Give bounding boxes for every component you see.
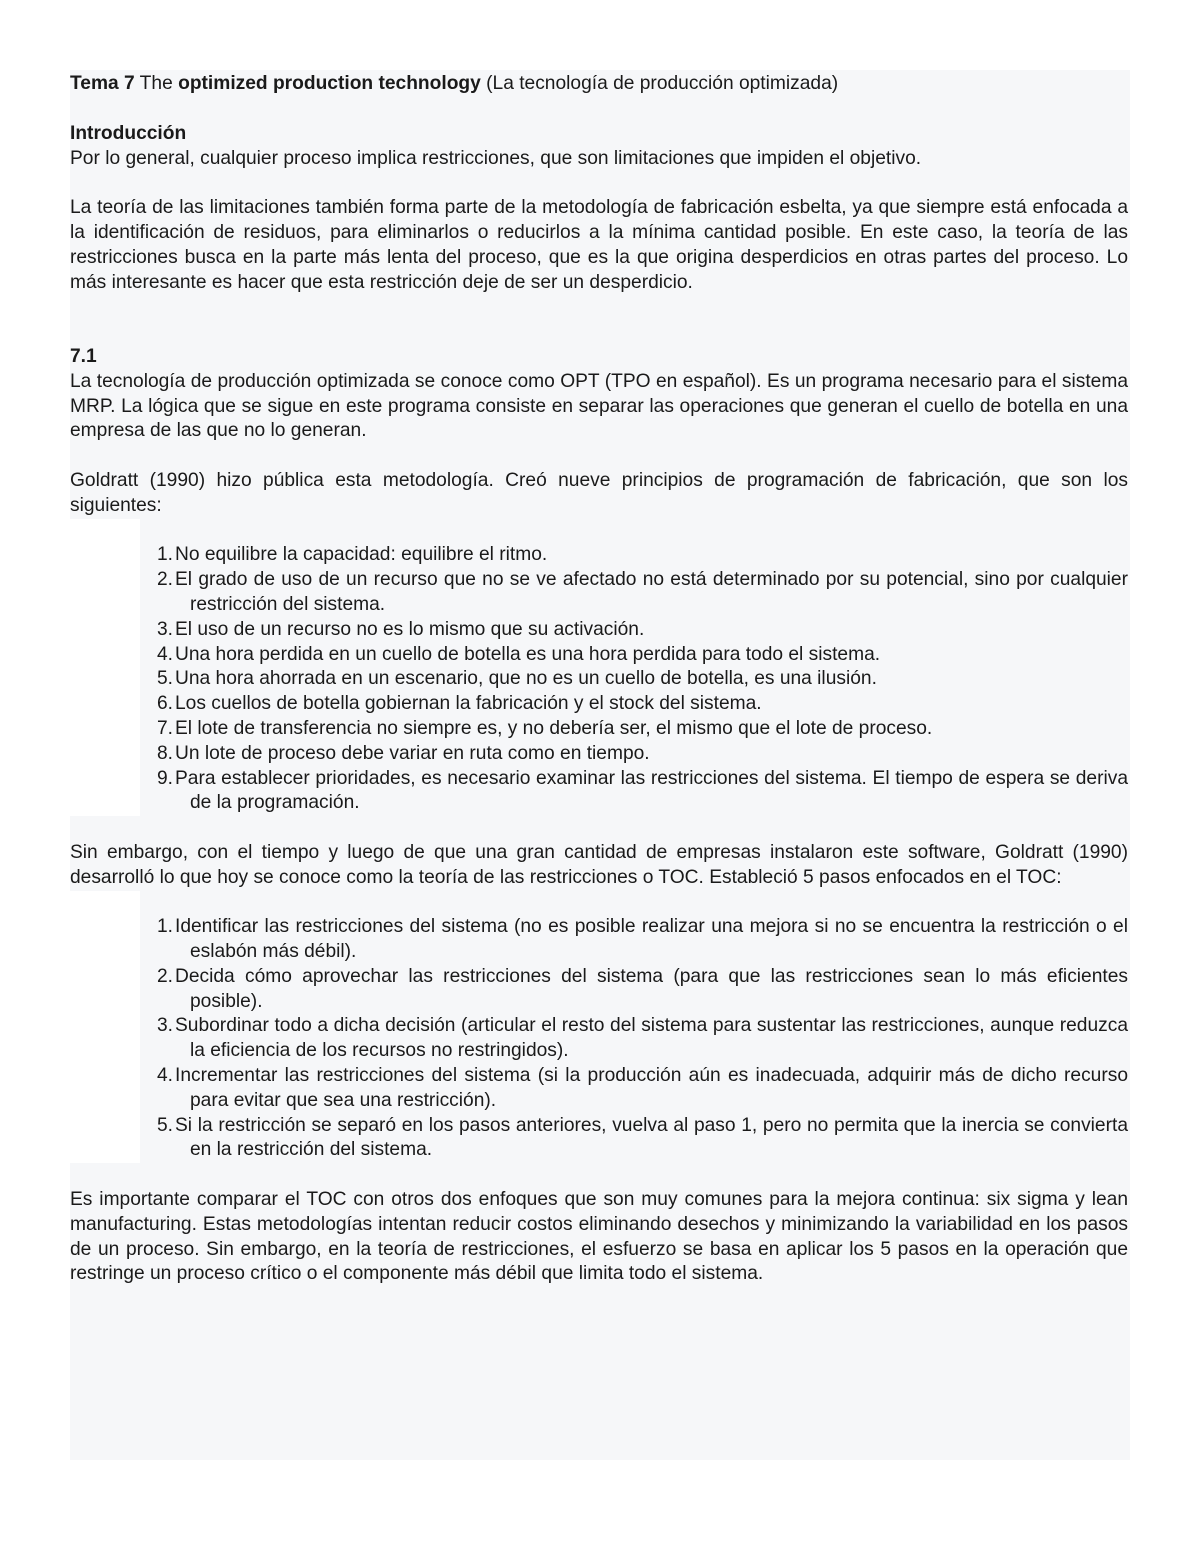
section-paragraph-1: La tecnología de producción optimizada se conoce como OPT (TPO en español). Es un programa necesario para el sistema MRP. La lógica que se sigue en este programa consiste en separar las operaciones que generan el cuello de botella en una empresa de las que no lo generan.: [70, 370, 1128, 442]
list-number: 5.: [156, 668, 173, 690]
list-text: Incrementar las restricciones del sistema (si la producción aún es inadecuada, adquirir más de dicho recurso para evitar que sea una restricción).: [175, 1065, 1128, 1111]
list-text: Subordinar todo a dicha decisión (articular el resto del sistema para sustentar las restricciones, aunque reduzca la eficiencia de los recursos no restringidos).: [175, 1015, 1128, 1062]
list-item: [140, 568, 1128, 618]
list-item: [140, 717, 1128, 742]
list-item: [140, 1014, 1128, 1064]
list-number: 5.: [156, 1114, 173, 1136]
list-number: 2.: [156, 965, 173, 987]
title-name: optimized production technology: [178, 73, 481, 94]
list-number: 4.: [156, 1065, 173, 1087]
list-number: 3.: [156, 618, 173, 640]
list-number: 3.: [156, 1015, 173, 1037]
list-text: El grado de uso de un recurso que no se ve afectado no está determinado por su potencial, sino por cualquier restricción del sistema.: [175, 569, 1128, 615]
list-text: No equilibre la capacidad: equilibre el ritmo.: [175, 544, 548, 566]
list-number: 2.: [156, 569, 173, 591]
list-number: 6.: [156, 693, 173, 715]
title-the: The: [134, 73, 179, 94]
toc-steps-list: [70, 915, 1128, 1163]
principles-list: [70, 543, 1128, 816]
document-body: [70, 72, 1128, 1287]
list-number: 8.: [156, 742, 173, 764]
list-item: [140, 643, 1128, 668]
intro-paragraph-1: Por lo general, cualquier proceso implica restricciones, que son limitaciones que impiden el objetivo.: [70, 147, 922, 169]
list-text: Identificar las restricciones del sistema (no es posible realizar una mejora si no se encuentra la restricción o el eslabón más débil).: [175, 916, 1128, 963]
intro-paragraph-2: La teoría de las limitaciones también forma parte de la metodología de fabricación esbelta, ya que siempre está enfocada a la identificación de residuos, para eliminarlos o reducirlos a la mínima cantidad posible. En este caso, la teoría de las restricciones busca en la parte más lenta del proceso, que es la que origina desperdicios en otras partes del proceso. Lo más interesante es hacer que esta restricción deje de ser un desperdicio.: [70, 197, 1128, 293]
list-text: Una hora perdida en un cuello de botella es una hora perdida para todo el sistema.: [175, 643, 881, 665]
list-item: [140, 1064, 1128, 1114]
list-number: 9.: [156, 767, 173, 789]
list-text: Un lote de proceso debe variar en ruta como en tiempo.: [175, 742, 650, 764]
list-number: 7.: [156, 717, 173, 739]
title-tema: Tema 7: [70, 73, 135, 94]
list-item: [140, 692, 1128, 717]
list-number: 4.: [156, 643, 173, 665]
section-heading-7-1: 7.1: [70, 345, 97, 367]
list-text: El uso de un recurso no es lo mismo que su activación.: [175, 618, 645, 640]
document-title: [70, 72, 1128, 97]
list-item: [140, 618, 1128, 643]
list-text: Una hora ahorrada en un escenario, que no es un cuello de botella, es una ilusión.: [175, 668, 877, 690]
section-paragraph-4: Es importante comparar el TOC con otros dos enfoques que son muy comunes para la mejora continua: six sigma y lean manufacturing. Estas metodologías intentan reducir costos eliminando desechos y minimizando la variabilidad en los pasos de un proceso. Sin embargo, en la teoría de restricciones, el esfuerzo se basa en aplicar los 5 pasos en la operación que restringe un proceso crítico o el componente más débil que limita todo el sistema.: [70, 1189, 1128, 1285]
list-item: [140, 767, 1128, 817]
list-item: [140, 915, 1128, 965]
section-paragraph-2: Goldratt (1990) hizo pública esta metodología. Creó nueve principios de programación de fabricación, que son los siguientes:: [70, 469, 1128, 516]
title-translation: (La tecnología de producción optimizada): [480, 73, 839, 94]
intro-heading: Introducción: [70, 122, 187, 144]
list-number: 1.: [156, 544, 173, 566]
list-text: Los cuellos de botella gobiernan la fabricación y el stock del sistema.: [175, 693, 762, 715]
list-item: [140, 742, 1128, 767]
list-text: El lote de transferencia no siempre es, y no debería ser, el mismo que el lote de proceso.: [175, 717, 933, 739]
list-item: [140, 965, 1128, 1015]
section-paragraph-3: Sin embargo, con el tiempo y luego de que una gran cantidad de empresas instalaron este software, Goldratt (1990) desarrolló lo que hoy se conoce como la teoría de las restricciones o TOC. Estableció 5 pasos enfocados en el TOC:: [70, 841, 1128, 888]
list-text: Decida cómo aprovechar las restricciones del sistema (para que las restricciones sean lo más eficientes posible).: [175, 965, 1128, 1012]
list-number: 1.: [156, 916, 173, 938]
list-item: [140, 1114, 1128, 1164]
list-item: [140, 543, 1128, 568]
list-text: Para establecer prioridades, es necesario examinar las restricciones del sistema. El tiempo de espera se deriva de la programación.: [175, 767, 1128, 814]
list-item: [140, 667, 1128, 692]
list-text: Si la restricción se separó en los pasos anteriores, vuelva al paso 1, pero no permita que la inercia se convierta en la restricción del sistema.: [175, 1114, 1128, 1161]
